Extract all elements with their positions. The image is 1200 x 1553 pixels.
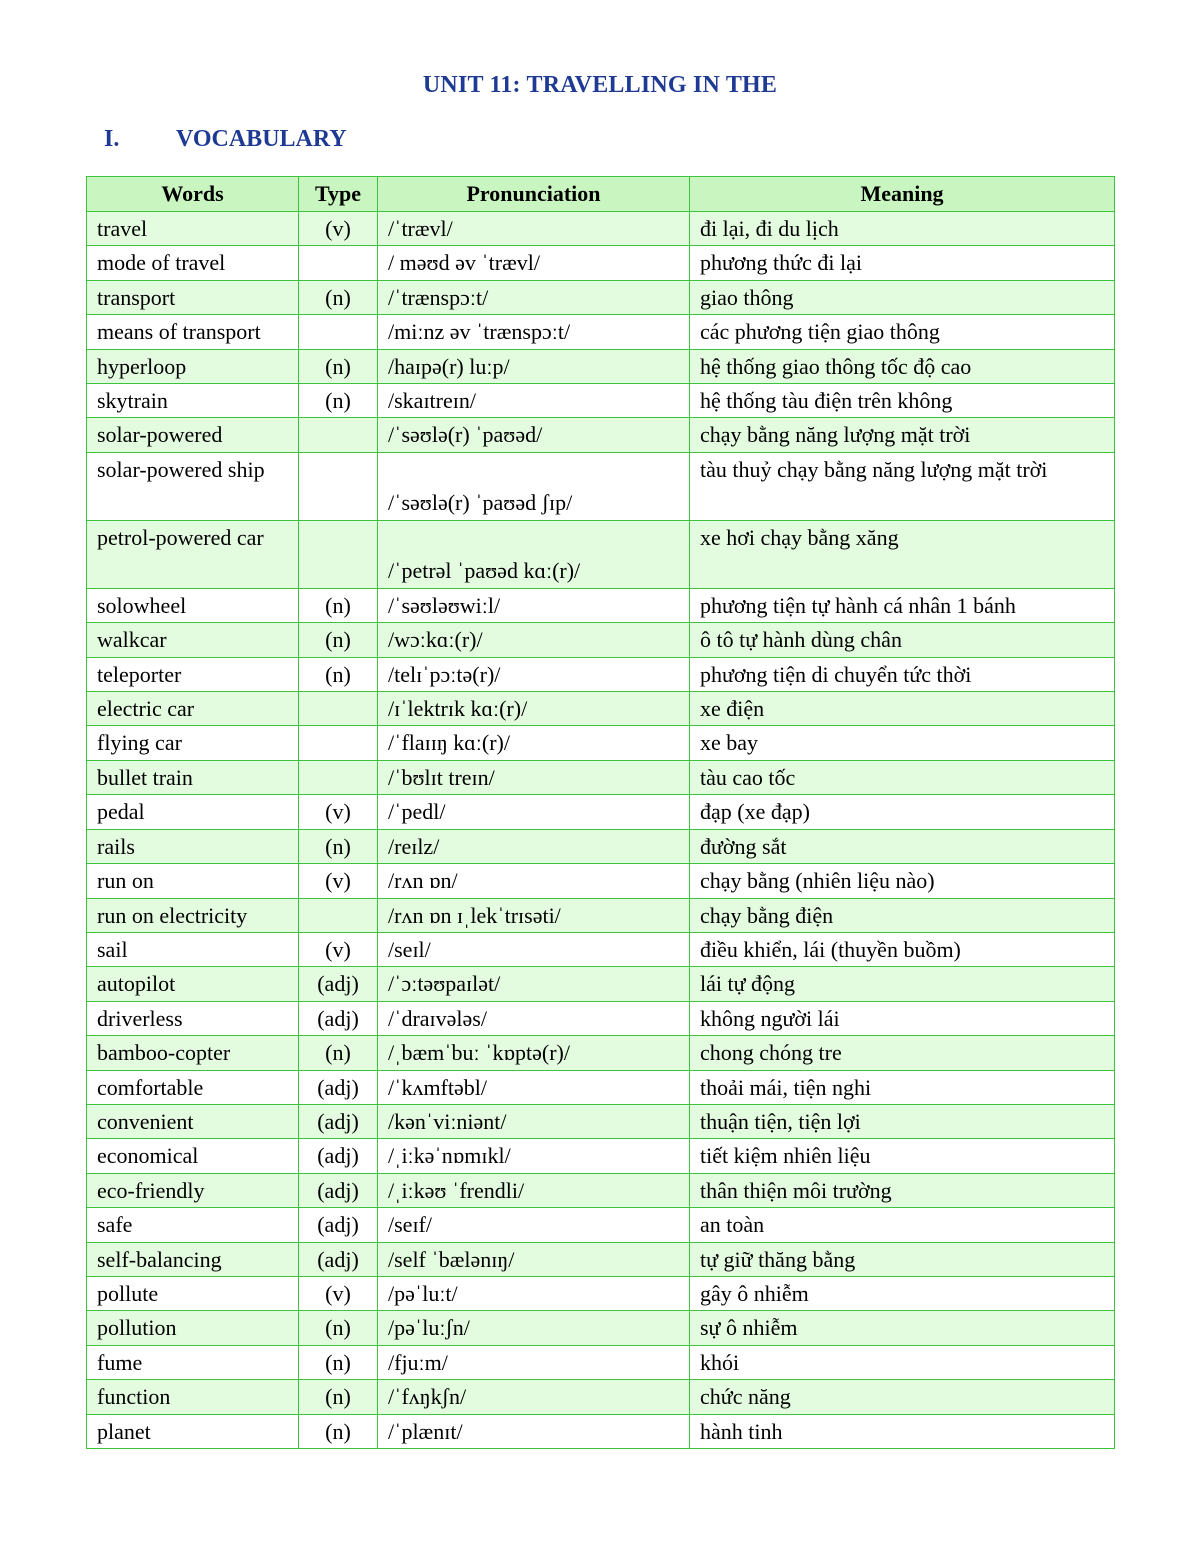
table-row: [87, 246, 1115, 280]
meaning-cell: tàu cao tốc: [690, 760, 1115, 794]
pronunciation-cell: /reɪlz/: [378, 829, 690, 863]
pronunciation-cell: /ˌiːkəʊ ˈfrendli/: [378, 1173, 690, 1207]
meaning-cell: tiết kiệm nhiên liệu: [690, 1139, 1115, 1173]
meaning-cell: phương tiện tự hành cá nhân 1 bánh: [690, 588, 1115, 622]
word-cell: comfortable: [87, 1070, 299, 1104]
table-row: [87, 1036, 1115, 1070]
pronunciation-cell: /wɔːkɑː(r)/: [378, 623, 690, 657]
pronunciation-cell: /ˈsəʊləʊwiːl/: [378, 588, 690, 622]
pronunciation-cell: /ˈɔːtəʊpaɪlət/: [378, 967, 690, 1001]
pronunciation-cell: /miːnz əv ˈtrænspɔːt/: [378, 315, 690, 349]
pronunciation-cell: /ˈpetrəl ˈpaʊəd kɑː(r)/: [378, 520, 690, 588]
pronunciation-cell: /seɪf/: [378, 1208, 690, 1242]
table-row: [87, 1380, 1115, 1414]
meaning-cell: hệ thống tàu điện trên không: [690, 384, 1115, 418]
word-cell: run on electricity: [87, 898, 299, 932]
table-row: [87, 1104, 1115, 1138]
pronunciation-cell: /fjuːm/: [378, 1345, 690, 1379]
table-row: [87, 315, 1115, 349]
type-cell: [299, 520, 378, 588]
type-cell: (v): [299, 212, 378, 246]
word-cell: solowheel: [87, 588, 299, 622]
table-row: [87, 657, 1115, 691]
table-row: [87, 1139, 1115, 1173]
table-row: [87, 384, 1115, 418]
type-cell: (adj): [299, 1242, 378, 1276]
word-cell: driverless: [87, 1001, 299, 1035]
meaning-cell: hành tinh: [690, 1414, 1115, 1448]
pronunciation-cell: / məʊd əv ˈtrævl/: [378, 246, 690, 280]
meaning-cell: đường sắt: [690, 829, 1115, 863]
word-cell: bamboo-copter: [87, 1036, 299, 1070]
type-cell: [299, 246, 378, 280]
pronunciation-cell: /ˈtrænspɔːt/: [378, 280, 690, 314]
pronunciation-cell: /seɪl/: [378, 932, 690, 966]
type-cell: [299, 315, 378, 349]
table-row: [87, 1208, 1115, 1242]
type-cell: (adj): [299, 1104, 378, 1138]
type-cell: (n): [299, 1311, 378, 1345]
meaning-cell: các phương tiện giao thông: [690, 315, 1115, 349]
meaning-cell: xe bay: [690, 726, 1115, 760]
table-body: [87, 212, 1115, 1449]
type-cell: (n): [299, 1345, 378, 1379]
pronunciation-cell: /ˈbʊlɪt treɪn/: [378, 760, 690, 794]
pronunciation-cell: /haɪpə(r) luːp/: [378, 349, 690, 383]
section-heading: [104, 126, 347, 153]
table-row: [87, 349, 1115, 383]
table-row: [87, 829, 1115, 863]
word-cell: sail: [87, 932, 299, 966]
pronunciation-cell: /pəˈluːʃn/: [378, 1311, 690, 1345]
type-cell: (n): [299, 623, 378, 657]
type-cell: (adj): [299, 1070, 378, 1104]
type-cell: (v): [299, 932, 378, 966]
pronunciation-cell: /ɪˈlektrɪk kɑː(r)/: [378, 692, 690, 726]
word-cell: walkcar: [87, 623, 299, 657]
word-cell: fume: [87, 1345, 299, 1379]
pronunciation-cell: /telɪˈpɔːtə(r)/: [378, 657, 690, 691]
page-title: UNIT 11: TRAVELLING IN THE: [422, 72, 778, 98]
word-cell: solar-powered ship: [87, 452, 299, 520]
type-cell: (v): [299, 1276, 378, 1310]
meaning-cell: tàu thuỷ chạy bằng năng lượng mặt trời: [690, 452, 1115, 520]
pronunciation-cell: /ˈdraɪvələs/: [378, 1001, 690, 1035]
type-cell: (n): [299, 657, 378, 691]
type-cell: (n): [299, 1036, 378, 1070]
table-row: [87, 623, 1115, 657]
meaning-cell: chạy bằng năng lượng mặt trời: [690, 418, 1115, 452]
meaning-cell: đi lại, đi du lịch: [690, 212, 1115, 246]
meaning-cell: khói: [690, 1345, 1115, 1379]
header-meaning: Meaning: [690, 177, 1115, 212]
type-cell: (adj): [299, 1001, 378, 1035]
type-cell: [299, 692, 378, 726]
pronunciation-cell: /ˈsəʊlə(r) ˈpaʊəd/: [378, 418, 690, 452]
type-cell: [299, 418, 378, 452]
table-row: [87, 1345, 1115, 1379]
table-row: [87, 967, 1115, 1001]
word-cell: flying car: [87, 726, 299, 760]
word-cell: mode of travel: [87, 246, 299, 280]
word-cell: safe: [87, 1208, 299, 1242]
table-row: [87, 726, 1115, 760]
header-words: Words: [87, 177, 299, 212]
table-header-row: [87, 177, 1115, 212]
type-cell: (n): [299, 588, 378, 622]
table-row: [87, 1242, 1115, 1276]
type-cell: (v): [299, 795, 378, 829]
pronunciation-cell: /kənˈviːniənt/: [378, 1104, 690, 1138]
word-cell: means of transport: [87, 315, 299, 349]
pronunciation-cell: /rʌn ɒn/: [378, 864, 690, 898]
table-row: [87, 1414, 1115, 1448]
type-cell: [299, 452, 378, 520]
meaning-cell: phương tiện di chuyển tức thời: [690, 657, 1115, 691]
table-row: [87, 795, 1115, 829]
pronunciation-cell: /ˈtrævl/: [378, 212, 690, 246]
table-row: [87, 1173, 1115, 1207]
table-row: [87, 418, 1115, 452]
pronunciation-cell: /self ˈbælənɪŋ/: [378, 1242, 690, 1276]
meaning-cell: thuận tiện, tiện lợi: [690, 1104, 1115, 1138]
table-row: [87, 864, 1115, 898]
table-row: [87, 1276, 1115, 1310]
type-cell: (adj): [299, 1173, 378, 1207]
type-cell: [299, 760, 378, 794]
meaning-cell: lái tự động: [690, 967, 1115, 1001]
pronunciation-cell: /ˈpedl/: [378, 795, 690, 829]
type-cell: [299, 726, 378, 760]
type-cell: (adj): [299, 1208, 378, 1242]
header-pronunciation: Pronunciation: [378, 177, 690, 212]
meaning-cell: xe điện: [690, 692, 1115, 726]
word-cell: pollution: [87, 1311, 299, 1345]
meaning-cell: tự giữ thăng bằng: [690, 1242, 1115, 1276]
word-cell: planet: [87, 1414, 299, 1448]
word-cell: travel: [87, 212, 299, 246]
table-row: [87, 588, 1115, 622]
pronunciation-cell: /ˌiːkəˈnɒmɪkl/: [378, 1139, 690, 1173]
pronunciation-cell: /rʌn ɒn ɪˌlekˈtrɪsəti/: [378, 898, 690, 932]
pronunciation-cell: /ˈsəʊlə(r) ˈpaʊəd ʃɪp/: [378, 452, 690, 520]
section-number: I.: [104, 126, 120, 152]
type-cell: (v): [299, 864, 378, 898]
word-cell: run on: [87, 864, 299, 898]
word-cell: rails: [87, 829, 299, 863]
type-cell: (adj): [299, 1139, 378, 1173]
meaning-cell: ô tô tự hành dùng chân: [690, 623, 1115, 657]
meaning-cell: chức năng: [690, 1380, 1115, 1414]
meaning-cell: điều khiển, lái (thuyền buồm): [690, 932, 1115, 966]
type-cell: (n): [299, 1380, 378, 1414]
pronunciation-cell: /ˈplænɪt/: [378, 1414, 690, 1448]
type-cell: (n): [299, 280, 378, 314]
table-row: [87, 1001, 1115, 1035]
word-cell: convenient: [87, 1104, 299, 1138]
table-row: [87, 280, 1115, 314]
table-row: [87, 1070, 1115, 1104]
type-cell: (n): [299, 349, 378, 383]
table-row: [87, 212, 1115, 246]
table-row: [87, 898, 1115, 932]
table-row: [87, 452, 1115, 520]
type-cell: (n): [299, 1414, 378, 1448]
table-row: [87, 520, 1115, 588]
meaning-cell: chạy bằng (nhiên liệu nào): [690, 864, 1115, 898]
pronunciation-cell: /ˈfʌŋkʃn/: [378, 1380, 690, 1414]
meaning-cell: hệ thống giao thông tốc độ cao: [690, 349, 1115, 383]
word-cell: skytrain: [87, 384, 299, 418]
meaning-cell: sự ô nhiễm: [690, 1311, 1115, 1345]
word-cell: self-balancing: [87, 1242, 299, 1276]
word-cell: petrol-powered car: [87, 520, 299, 588]
type-cell: (adj): [299, 967, 378, 1001]
meaning-cell: chong chóng tre: [690, 1036, 1115, 1070]
section-label: VOCABULARY: [176, 126, 347, 152]
header-type: Type: [299, 177, 378, 212]
word-cell: autopilot: [87, 967, 299, 1001]
meaning-cell: chạy bằng điện: [690, 898, 1115, 932]
table-row: [87, 692, 1115, 726]
type-cell: (n): [299, 829, 378, 863]
vocabulary-table: [86, 176, 1115, 1449]
word-cell: hyperloop: [87, 349, 299, 383]
meaning-cell: an toàn: [690, 1208, 1115, 1242]
word-cell: economical: [87, 1139, 299, 1173]
pronunciation-cell: /pəˈluːt/: [378, 1276, 690, 1310]
meaning-cell: không người lái: [690, 1001, 1115, 1035]
word-cell: pollute: [87, 1276, 299, 1310]
meaning-cell: thân thiện môi trường: [690, 1173, 1115, 1207]
word-cell: transport: [87, 280, 299, 314]
meaning-cell: đạp (xe đạp): [690, 795, 1115, 829]
type-cell: (n): [299, 384, 378, 418]
word-cell: bullet train: [87, 760, 299, 794]
meaning-cell: phương thức đi lại: [690, 246, 1115, 280]
type-cell: [299, 898, 378, 932]
meaning-cell: thoải mái, tiện nghi: [690, 1070, 1115, 1104]
word-cell: function: [87, 1380, 299, 1414]
word-cell: teleporter: [87, 657, 299, 691]
word-cell: electric car: [87, 692, 299, 726]
meaning-cell: giao thông: [690, 280, 1115, 314]
pronunciation-cell: /skaɪtreɪn/: [378, 384, 690, 418]
table-row: [87, 932, 1115, 966]
word-cell: solar-powered: [87, 418, 299, 452]
pronunciation-cell: /ˈflaɪɪŋ kɑː(r)/: [378, 726, 690, 760]
meaning-cell: gây ô nhiễm: [690, 1276, 1115, 1310]
pronunciation-cell: /ˈkʌmftəbl/: [378, 1070, 690, 1104]
pronunciation-cell: /ˌbæmˈbuː ˈkɒptə(r)/: [378, 1036, 690, 1070]
table-row: [87, 1311, 1115, 1345]
word-cell: eco-friendly: [87, 1173, 299, 1207]
meaning-cell: xe hơi chạy bằng xăng: [690, 520, 1115, 588]
table-row: [87, 760, 1115, 794]
word-cell: pedal: [87, 795, 299, 829]
